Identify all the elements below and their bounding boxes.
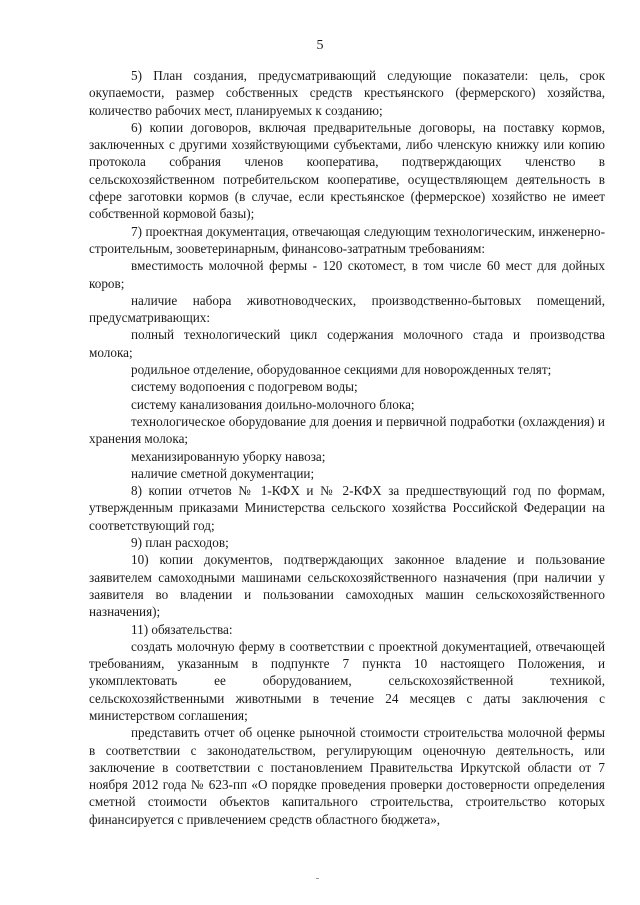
paragraph-manure: механизированную уборку навоза; bbox=[131, 448, 326, 464]
page-number: 5 bbox=[316, 38, 324, 53]
paragraph-item-11: 11) обязательства: bbox=[131, 621, 233, 637]
paragraph-milking-equipment: технологическое оборудование для доения и первичной подработки (охлаждения) и хранения молока; bbox=[89, 413, 605, 447]
paragraph-item-10: 10) копии документов, подтверждающих законное владение и пользование заявителем самоходными машинами сельскохозяйственного назначения (при наличии у заявителя во владении и пользовании самоходных машин сельскохозяйственного назначения); bbox=[89, 552, 605, 620]
scan-speck bbox=[316, 878, 319, 879]
paragraph-obligation-report: представить отчет об оценке рыночной стоимости строительства молочной фермы в соответствии с законодательством, регулирующим оценочную деятельность, или заключение в соответствии с постановлением Правительства Иркутской области от 7 ноября 2012 года № 623-пп «О порядке проведения проверки достоверности определения сметной стоимости объектов капитального строительства, строительство которых финансируется с привлечением средств областного бюджета», bbox=[89, 725, 605, 827]
document-body bbox=[89, 67, 605, 828]
paragraph-item-7: 7) проектная документация, отвечающая следующим технологическим, инженерно-строительным, зооветеринарным, финансово-затратным требованиям: bbox=[89, 223, 605, 256]
paragraph-estimate: наличие сметной документации; bbox=[131, 465, 315, 481]
paragraph-full-cycle: полный технологический цикл содержания молочного стада и производства молока; bbox=[89, 327, 605, 360]
paragraph-item-5: 5) План создания, предусматривающий следующие показатели: цель, срок окупаемости, размер собственных средств крестьянского (фермерского) хозяйства, количество рабочих мест, планируемых к созданию; bbox=[89, 68, 605, 118]
paragraph-sewerage: систему канализования доильно-молочного блока; bbox=[131, 396, 415, 412]
paragraph-item-8: 8) копии отчетов № 1-КФХ и № 2-КФХ за предшествующий год по формам, утвержденным приказами Министерства сельского хозяйства Российской Федерации на соответствующий год; bbox=[89, 483, 605, 533]
paragraph-obligation-farm: создать молочную ферму в соответствии с проектной документацией, отвечающей требованиям, указанным в подпункте 7 пункта 10 настоящего Положения, и укомплектовать ее оборудованием, сельскохозяйственной техникой, сельскохозяйственными животными в течение 24 месяцев с даты заключения с министерством соглашения; bbox=[89, 638, 605, 723]
paragraph-maternity: родильное отделение, оборудованное секциями для новорожденных телят; bbox=[131, 362, 552, 378]
paragraph-capacity: вместимость молочной фермы - 120 скотомест, в том числе 60 мест для дойных коров; bbox=[89, 258, 605, 291]
paragraph-item-9: 9) план расходов; bbox=[131, 535, 229, 551]
paragraph-item-6: 6) копии договоров, включая предварительные договоры, на поставку кормов, заключенных с другими хозяйствующими субъектами, либо членскую книжку или копию протокола собрания членов кооператива, подтверждающих членство в сельскохозяйственном потребительском кооперативе, осуществляющем деятельность в сфере заготовки кормов (в случае, если крестьянское (фермерское) хозяйство не имеет собственной кормовой базы); bbox=[89, 119, 605, 222]
paragraph-premises: наличие набора животноводческих, производственно-бытовых помещений, предусматривающих: bbox=[89, 292, 605, 326]
paragraph-watering: систему водопоения с подогревом воды; bbox=[131, 379, 358, 395]
